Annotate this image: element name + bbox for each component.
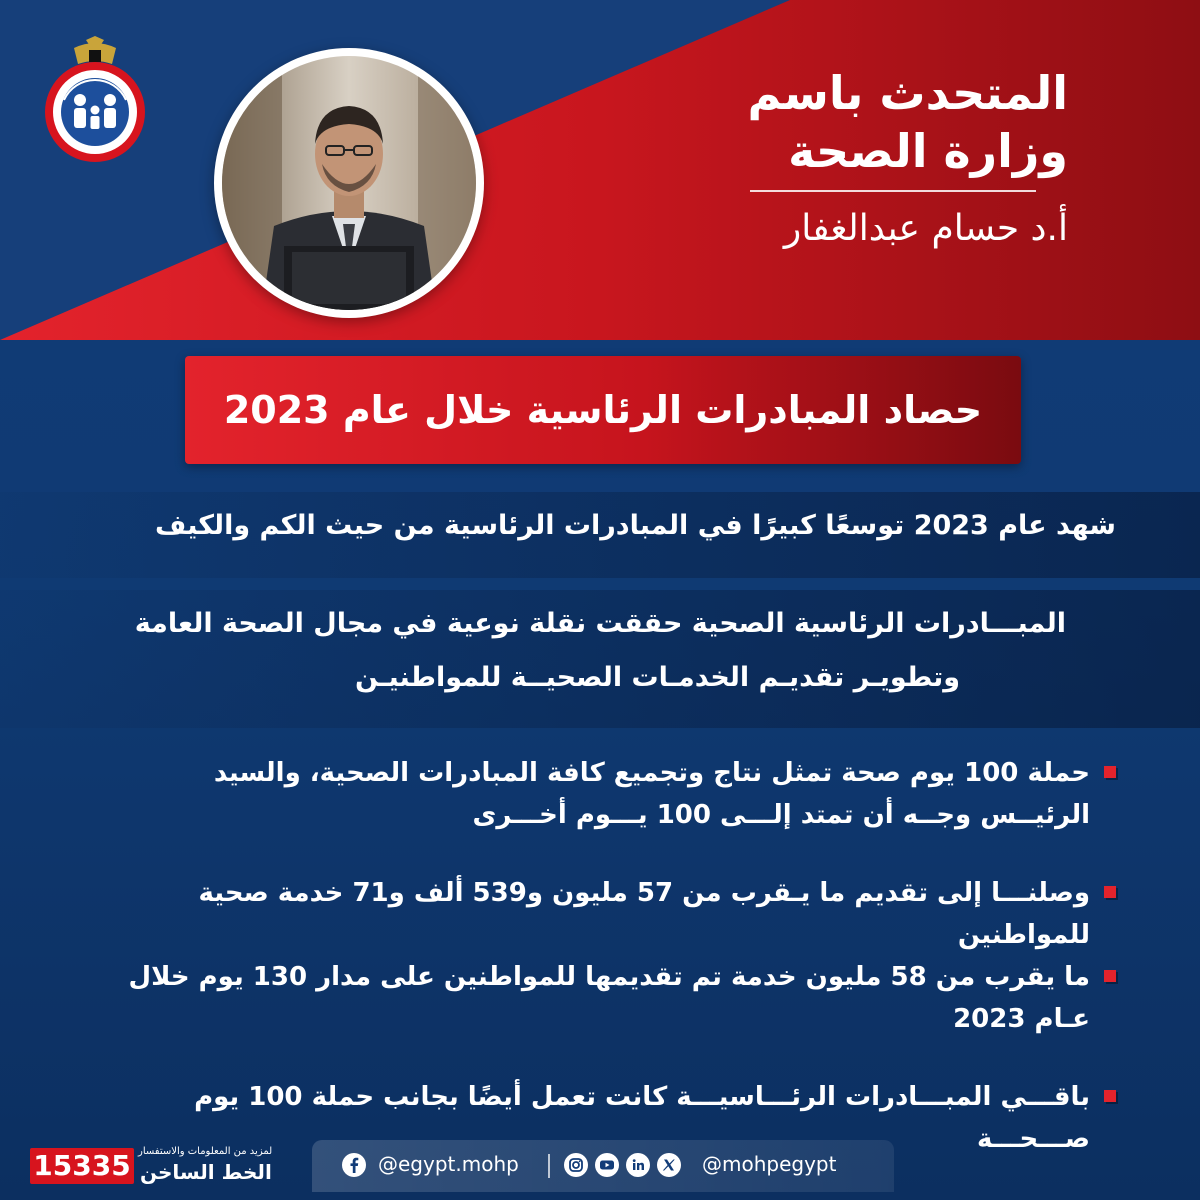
summary-text-2-line1: المبـــادرات الرئاسية الصحية حققت نقلة نوعية في مجال الصحة العامة [134,608,1066,639]
spokesperson-portrait [214,48,484,318]
bullet-text: ما يقرب من 58 مليون خدمة تم تقديمها للمواطنين على مدار 130 يوم خلال عـام 2023 [128,962,1090,1034]
bullet-text: وصلنـــا إلى تقديم ما يـقرب من 57 مليون و539 ألف و71 خدمة صحية للمواطنين [198,878,1090,950]
spokesperson-title-line2: وزارة الصحة [788,124,1068,178]
headline-box [185,356,1021,464]
instagram-icon[interactable] [564,1153,588,1177]
spokesperson-title-line1: المتحدث باسم [747,66,1068,120]
youtube-icon[interactable] [595,1153,619,1177]
hotline[interactable] [30,1146,273,1186]
bullet-text: باقـــي المبـــادرات الرئـــاسيـــة كانت تعمل أيضًا بجانب حملة 100 يوم صـــحـــة [194,1082,1090,1154]
x-icon[interactable] [657,1153,681,1177]
summary-band-2 [0,590,1200,728]
bullet-square-icon [1104,1090,1116,1102]
social-divider [548,1154,550,1178]
spokesperson-name: أ.د حسام عبدالغفار [783,208,1068,249]
ministry-logo [34,34,156,166]
bullet-square-icon [1104,886,1116,898]
bullet-square-icon [1104,970,1116,982]
linkedin-icon[interactable] [626,1153,650,1177]
facebook-icon[interactable] [342,1153,366,1177]
bullet-item [106,956,1116,1040]
hotline-caption: لمزيد من المعلومات والاستفسار [138,1146,273,1157]
summary-text-2-line2: وتطويـر تقديـم الخدمـات الصحيــة للمواطنيـن [354,662,960,693]
bullet-square-icon [1104,766,1116,778]
hotline-number: 15335 [30,1148,134,1184]
facebook-handle[interactable]: @egypt.mohp [378,1152,519,1176]
social-handle[interactable]: @mohpegypt [702,1152,837,1176]
bullet-item [106,752,1116,836]
headline-text: حصاد المبادرات الرئاسية خلال عام 2023 [223,388,983,432]
bullet-text: حملة 100 يوم صحة تمثل نتاج وتجميع كافة المبادرات الصحية، والسيد الرئيــس وجــه أن تمتد إلـــى 100 يـــوم أخـــرى [213,758,1090,830]
summary-text-1: شهد عام 2023 توسعًا كبيرًا في المبادرات الرئاسية من حيث الكم والكيف [155,510,1116,541]
eagle-crest-icon [74,36,116,64]
social-bar [312,1140,894,1192]
hotline-label: الخط الساخن [140,1160,272,1184]
bullet-item [106,872,1116,956]
summary-band-1 [0,492,1200,578]
title-divider [750,190,1036,192]
